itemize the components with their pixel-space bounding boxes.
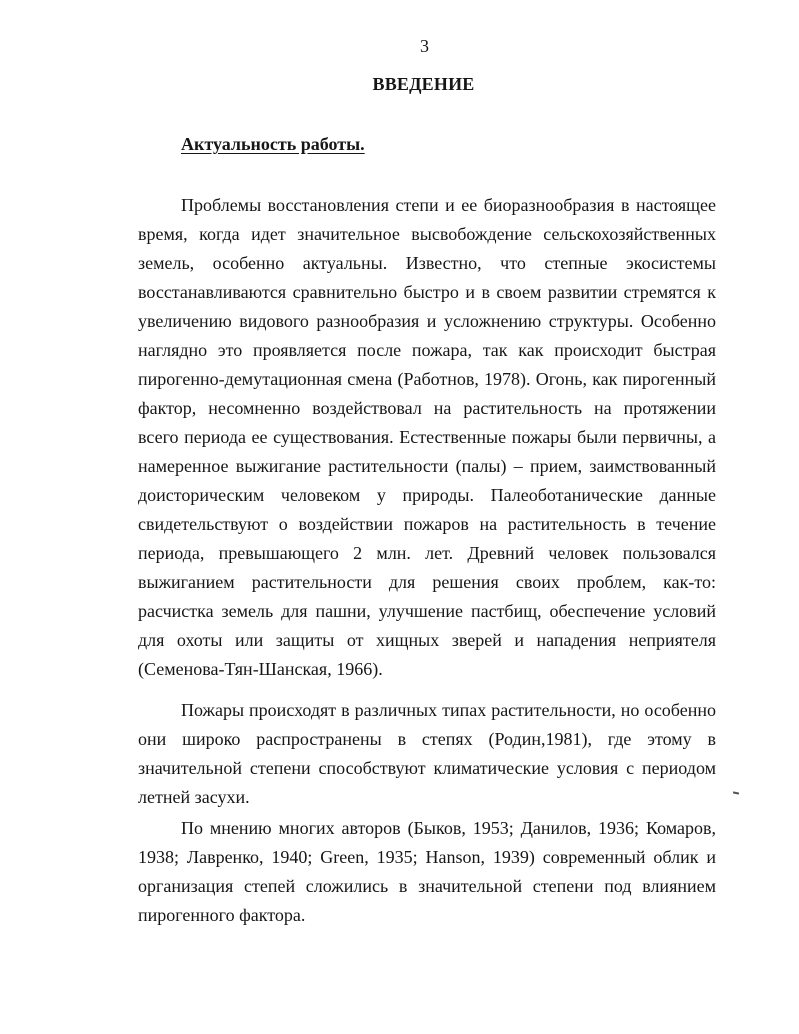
paragraph-3-block	[138, 814, 716, 930]
paragraph-1: Проблемы восстановления степи и ее биоразнообразия в настоящее время, когда идет значительное высвобождение сельскохозяйственных земель, особенно актуальны. Известно, что степные экосистемы восстанавливаются сравнительно быстро и в своем развитии стремятся к увеличению видового разнообразия и усложнению структуры. Особенно наглядно это проявляется после пожара, так как происходит быстрая пирогенно-демутационная смена (Работнов, 1978). Огонь, как пирогенный фактор, несомненно воздействовал на растительность на протяжении всего периода ее существования. Естественные пожары были первичны, а намеренное выжигание растительности (палы) – прием, заимствованный доисторическим человеком у природы. Палеоботанические данные свидетельствуют о воздействии пожаров на растительность в течение периода, превышающего 2 млн. лет. Древний человек пользовался выжиганием растительности для решения своих проблем, как-то: расчистка земель для пашни, улучшение пастбищ, обеспечение условий для охоты или защиты от хищных зверей и нападения неприятеля (Семенова-Тян-Шанская, 1966).	[138, 195, 716, 679]
paragraph-3: По мнению многих авторов (Быков, 1953; Данилов, 1936; Комаров, 1938; Лавренко, 1940; Green, 1935; Hanson, 1939) современный облик и организация степей сложились в значительной степени под влиянием пирогенного фактора.	[138, 818, 716, 925]
paragraph-1-block	[138, 191, 716, 684]
section-heading: ВВЕДЕНИЕ	[372, 74, 475, 94]
page-number: 3	[420, 36, 429, 56]
paragraph-2: Пожары происходят в различных типах растительности, но особенно они широко распространены в степях (Родин,1981), где этому в значительной степени способствуют климатические условия с периодом летней засухи.	[138, 700, 716, 807]
scan-speck	[733, 791, 739, 794]
paragraph-2-block	[138, 696, 716, 812]
subsection-heading: Актуальность работы.	[181, 134, 365, 154]
